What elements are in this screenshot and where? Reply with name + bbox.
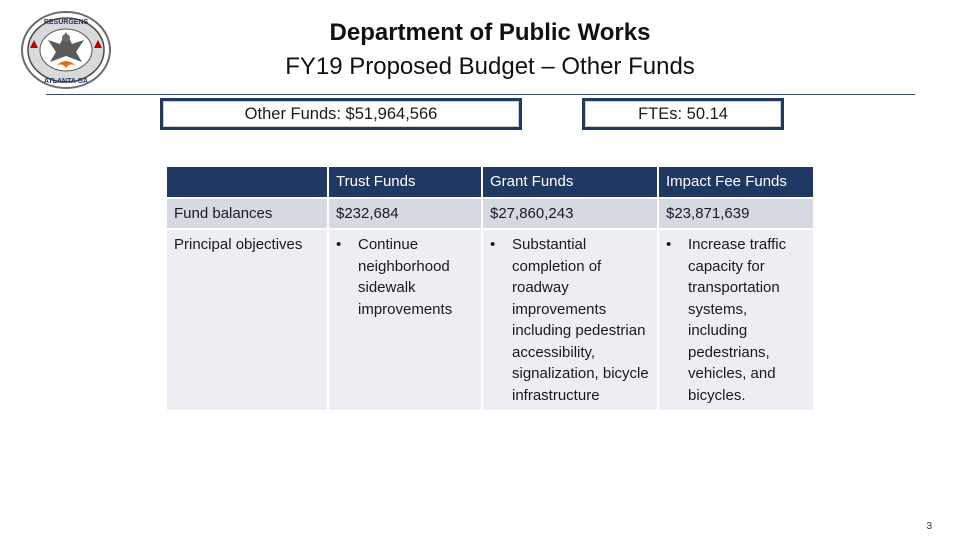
- svg-text:RESURGENS: RESURGENS: [43, 19, 89, 26]
- cell-grant-balance: $27,860,243: [483, 199, 657, 229]
- cell-trust-objective: [329, 230, 481, 410]
- list-item: • Increase traffic capacity for transportation systems, including pedestrians, vehicles, and bicycles.: [666, 234, 806, 406]
- row-label-fund-balances: Fund balances: [167, 199, 327, 229]
- header-cell-grant-funds: Grant Funds: [483, 167, 657, 197]
- other-funds-table: [165, 165, 815, 412]
- header-cell-impact-fee-funds: Impact Fee Funds: [659, 167, 813, 197]
- svg-text:ATLANTA GA: ATLANTA GA: [43, 78, 89, 85]
- title-divider: [46, 94, 915, 95]
- list-item: • Continue neighborhood sidewalk improvements: [336, 234, 474, 320]
- city-of-atlanta-seal-icon: [20, 10, 112, 90]
- header-cell-blank: [167, 167, 327, 197]
- table-row-fund-balances: [167, 199, 813, 229]
- row-label-principal-objectives: Principal objectives: [167, 230, 327, 410]
- title-line-1: Department of Public Works: [329, 19, 651, 46]
- cell-trust-balance: $232,684: [329, 199, 481, 229]
- page-title: [180, 16, 800, 84]
- other-funds-summary-box: Other Funds: $51,964,566: [160, 98, 522, 130]
- title-line-2: FY19 Proposed Budget – Other Funds: [285, 53, 695, 80]
- header-cell-trust-funds: Trust Funds: [329, 167, 481, 197]
- table-header-row: [167, 167, 813, 197]
- page-number: 3: [926, 521, 932, 532]
- cell-grant-objective: [483, 230, 657, 410]
- cell-impact-fee-objective: [659, 230, 813, 410]
- table-row-principal-objectives: [167, 230, 813, 410]
- cell-impact-fee-balance: $23,871,639: [659, 199, 813, 229]
- list-item: • Substantial completion of roadway improvements including pedestrian accessibility, signalization, bicycle infrastructure: [490, 234, 650, 406]
- ftes-summary-box: FTEs: 50.14: [582, 98, 784, 130]
